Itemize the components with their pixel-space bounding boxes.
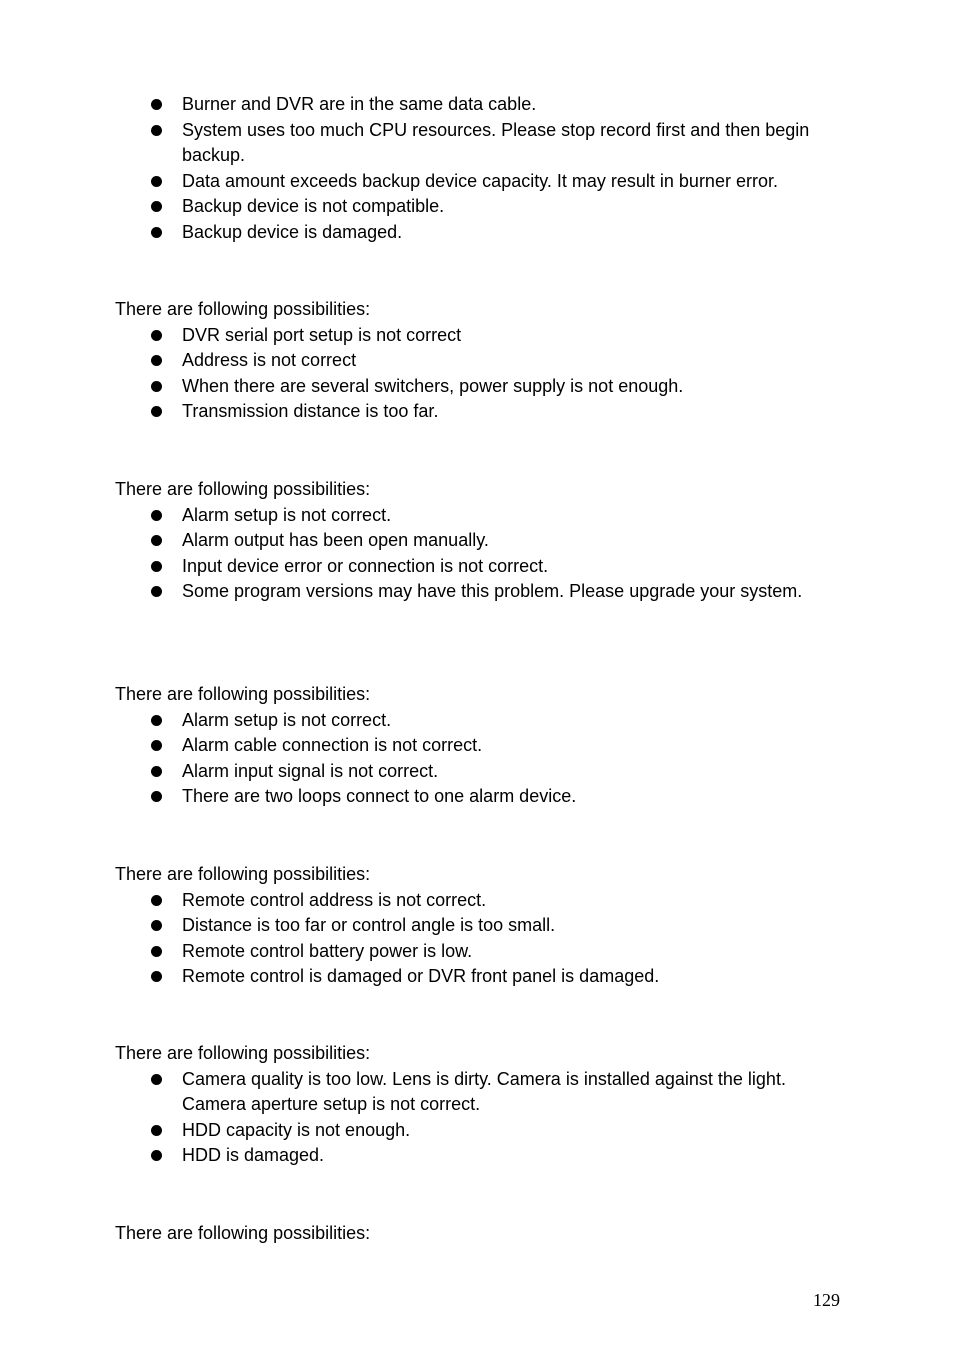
bullet-icon [151,355,162,366]
bullet-icon [151,330,162,341]
bullet-icon [151,535,162,546]
list-item [115,579,845,605]
section-serial-port [115,297,845,425]
list-item-text: Alarm output has been open manually. [182,530,489,551]
list-item-text: DVR serial port setup is not correct [182,324,462,345]
list-item [115,759,845,785]
list-item-text: Alarm setup is not correct. [182,709,392,730]
list-item [115,708,845,734]
list-item-text: HDD is damaged. [182,1145,325,1166]
list-item [115,348,845,374]
section-intro: There are following possibilities: [115,1043,371,1063]
bullet-icon [151,766,162,777]
section-intro: There are following possibilities: [115,479,371,499]
list-item [115,528,845,554]
list-item [115,194,845,220]
list-item-text: Camera quality is too low. Lens is dirty. Camera is installed against the light. Camera aperture setup is not correct. [182,1068,786,1115]
bullet-list [115,708,845,810]
list-item [115,1118,845,1144]
section-backup-errors [115,92,845,246]
list-item [115,220,845,246]
list-item-text: Alarm setup is not correct. [182,504,392,525]
bullet-icon [151,791,162,802]
section-alarm-output [115,477,845,605]
list-item-text: Alarm input signal is not correct. [182,760,439,781]
section-intro: There are following possibilities: [115,299,371,319]
list-item [115,323,845,349]
bullet-icon [151,561,162,572]
bullet-icon [151,946,162,957]
bullet-icon [151,895,162,906]
list-item-text: HDD capacity is not enough. [182,1119,411,1140]
section-final [115,1221,845,1247]
bullet-list [115,323,845,425]
bullet-icon [151,740,162,751]
list-item-text: Remote control battery power is low. [182,940,473,961]
list-item-text: Some program versions may have this problem. Please upgrade your system. [182,581,803,602]
list-item [115,503,845,529]
bullet-icon [151,125,162,136]
list-item [115,554,845,580]
list-item-text: Transmission distance is too far. [182,401,439,422]
list-item [115,784,845,810]
list-item-text: System uses too much CPU resources. Please stop record first and then begin backup. [182,119,810,166]
list-item-text: When there are several switchers, power supply is not enough. [182,375,684,396]
bullet-icon [151,99,162,110]
bullet-icon [151,971,162,982]
list-item [115,939,845,965]
list-item [115,118,845,169]
list-item-text: Backup device is not compatible. [182,196,445,217]
bullet-icon [151,176,162,187]
section-intro: There are following possibilities: [115,1223,371,1243]
bullet-list [115,888,845,990]
section-alarm-input [115,682,845,810]
bullet-icon [151,201,162,212]
section-remote-control [115,862,845,990]
section-intro: There are following possibilities: [115,684,371,704]
bullet-icon [151,920,162,931]
list-item-text: There are two loops connect to one alarm device. [182,786,577,807]
bullet-list [115,503,845,605]
list-item-text: Remote control address is not correct. [182,889,487,910]
list-item [115,733,845,759]
bullet-icon [151,510,162,521]
section-intro: There are following possibilities: [115,864,371,884]
list-item-text: Input device error or connection is not correct. [182,555,549,576]
list-item [115,964,845,990]
list-item-text: Alarm cable connection is not correct. [182,735,483,756]
list-item [115,1143,845,1169]
bullet-icon [151,1074,162,1085]
list-item-text: Backup device is damaged. [182,221,403,242]
section-record-storage [115,1041,845,1169]
list-item [115,169,845,195]
bullet-icon [151,406,162,417]
bullet-icon [151,1150,162,1161]
list-item [115,399,845,425]
list-item [115,374,845,400]
bullet-icon [151,1125,162,1136]
list-item-text: Address is not correct [182,350,357,371]
bullet-icon [151,715,162,726]
list-item-text: Distance is too far or control angle is too small. [182,915,556,936]
list-item-text: Data amount exceeds backup device capacity. It may result in burner error. [182,170,778,191]
list-item-text: Remote control is damaged or DVR front panel is damaged. [182,966,660,987]
bullet-list [115,92,845,246]
list-item-text: Burner and DVR are in the same data cable. [182,94,537,114]
list-item [115,888,845,914]
bullet-icon [151,586,162,597]
bullet-icon [151,381,162,392]
list-item [115,92,845,118]
page-number: 129 [813,1290,840,1310]
bullet-list [115,1067,845,1169]
bullet-icon [151,227,162,238]
list-item [115,1067,845,1118]
list-item [115,913,845,939]
